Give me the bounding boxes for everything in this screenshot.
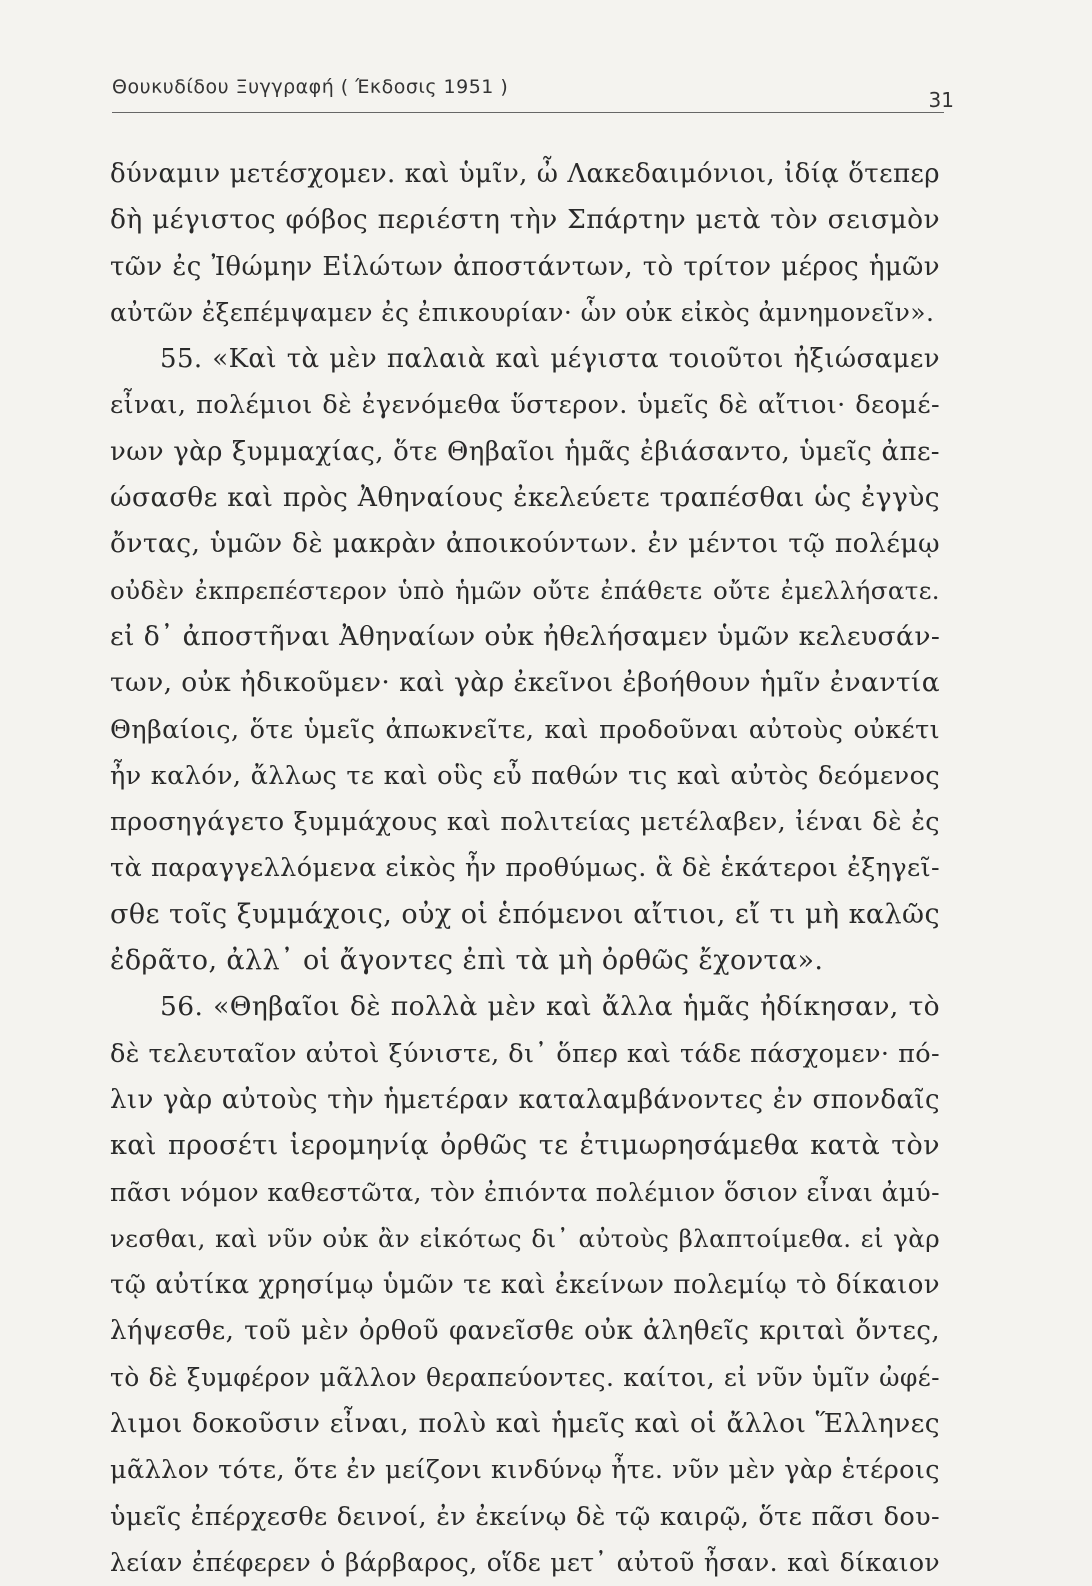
text-line: πᾶσι νόμον καθεστῶτα, τὸν ἐπιόντα πολέμιον ὅσιον εἶναι ἀμύ- — [110, 1177, 940, 1207]
text-line: 55. «Καὶ τὰ μὲν παλαιὰ καὶ μέγιστα τοιοῦτοι ἠξιώσαμεν — [160, 344, 940, 375]
text-line: δύναμιν μετέσχομεν. καὶ ὑμῖν, ὦ Λακεδαιμόνιοι, ἰδίᾳ ὅτεπερ — [110, 159, 940, 189]
text-line: τὰ παραγγελλόμενα εἰκὸς ἦν προθύμως. ἃ δὲ ἑκάτεροι ἐξηγεῖ- — [110, 853, 940, 884]
text-line: καὶ προσέτι ἱερομηνίᾳ ὀρθῶς τε ἐτιμωρησάμεθα κατὰ τὸν — [110, 1130, 940, 1162]
text-line: 56. «Θηβαῖοι δὲ πολλὰ μὲν καὶ ἄλλα ἡμᾶς ἠδίκησαν, τὸ — [160, 991, 940, 1023]
text-line: δὲ τελευταῖον αὐτοὶ ξύνιστε, δι᾽ ὅπερ καὶ τάδε πάσχομεν· πό- — [110, 1038, 940, 1069]
text-line: Θηβαίοις, ὅτε ὑμεῖς ἀπωκνεῖτε, καὶ προδοῦναι αὐτοὺς οὐκέτι — [110, 714, 940, 745]
text-line: τὸ δὲ ξυμφέρον μᾶλλον θεραπεύοντες. καίτοι, εἰ νῦν ὑμῖν ὠφέ- — [110, 1362, 940, 1392]
header-rule — [112, 112, 944, 113]
text-line: νων γὰρ ξυμμαχίας, ὅτε Θηβαῖοι ἡμᾶς ἐβιάσαντο, ὑμεῖς ἀπε- — [110, 436, 940, 467]
running-head — [112, 74, 954, 114]
text-line: λιμοι δοκοῦσιν εἶναι, πολὺ καὶ ἡμεῖς καὶ οἱ ἄλλοι Ἕλληνες — [110, 1408, 940, 1440]
text-line: τῶν ἐς Ἰθώμην Εἱλώτων ἀποστάντων, τὸ τρίτον μέρος ἡμῶν — [110, 251, 940, 282]
page-number: 31 — [928, 88, 954, 112]
body-text — [110, 151, 940, 1586]
text-line: νεσθαι, καὶ νῦν οὐκ ἂν εἰκότως δι᾽ αὐτοὺς βλαπτοίμεθα. εἰ γὰρ — [110, 1223, 940, 1253]
text-line: εἰ δ᾽ ἀποστῆναι Ἀθηναίων οὐκ ἠθελήσαμεν ὑμῶν κελευσάν- — [110, 620, 941, 652]
text-line: των, οὐκ ἠδικοῦμεν· καὶ γὰρ ἐκεῖνοι ἐβοήθουν ἡμῖν ἐναντία — [110, 667, 940, 699]
text-line: λείαν ἐπέφερεν ὁ βάρβαρος, οἵδε μετ᾽ αὐτοῦ ἦσαν. καὶ δίκαιον — [110, 1547, 940, 1577]
text-line: ἦν καλόν, ἄλλως τε καὶ οὓς εὖ παθών τις καὶ αὐτὸς δεόμενος — [110, 760, 940, 791]
text-line: ἐδρᾶτο, ἀλλ᾽ οἱ ἄγοντες ἐπὶ τὰ μὴ ὀρθῶς ἔχοντα». — [110, 945, 824, 977]
text-line: αὐτῶν ἐξεπέμψαμεν ἐς ἐπικουρίαν· ὧν οὐκ εἰκὸς ἀμνημονεῖν». — [110, 297, 935, 327]
text-line: λιν γὰρ αὐτοὺς τὴν ἡμετέραν καταλαμβάνοντες ἐν σπονδαῖς — [110, 1084, 940, 1115]
text-line: λήψεσθε, τοῦ μὲν ὀρθοῦ φανεῖσθε οὐκ ἀληθεῖς κριταὶ ὄντες, — [110, 1316, 940, 1347]
text-line: ὑμεῖς ἐπέρχεσθε δεινοί, ἐν ἐκείνῳ δὲ τῷ καιρῷ, ὅτε πᾶσι δου- — [110, 1501, 940, 1532]
text-line: τῷ αὐτίκα χρησίμῳ ὑμῶν τε καὶ ἐκείνων πολεμίῳ τὸ δίκαιον — [110, 1270, 940, 1301]
text-line: εἶναι, πολέμιοι δὲ ἐγενόμεθα ὕστερον. ὑμεῖς δὲ αἴτιοι· δεομέ- — [110, 390, 940, 421]
text-line: ώσασθε καὶ πρὸς Ἀθηναίους ἐκελεύετε τραπέσθαι ὡς ἐγγὺς — [110, 482, 940, 514]
running-title: Θουκυδίδου Ξυγγραφή ( Έκδοσις 1951 ) — [112, 76, 509, 98]
text-line: οὐδὲν ἐκπρεπέστερον ὑπὸ ἡμῶν οὔτε ἐπάθετε οὔτε ἐμελλήσατε. — [110, 575, 940, 605]
text-line: ὄντας, ὑμῶν δὲ μακρὰν ἀποικούντων. ἐν μέντοι τῷ πολέμῳ — [110, 528, 940, 560]
text-line: δὴ μέγιστος φόβος περιέστη τὴν Σπάρτην μετὰ τὸν σεισμὸν — [110, 204, 940, 236]
text-line: μᾶλλον τότε, ὅτε ἐν μείζονι κινδύνῳ ἦτε. νῦν μὲν γὰρ ἑτέροις — [110, 1455, 940, 1486]
text-line: σθε τοῖς ξυμμάχοις, οὐχ οἱ ἑπόμενοι αἴτιοι, εἴ τι μὴ καλῶς — [110, 898, 940, 930]
text-line: προσηγάγετο ξυμμάχους καὶ πολιτείας μετέλαβεν, ἰέναι δὲ ἐς — [110, 807, 940, 838]
